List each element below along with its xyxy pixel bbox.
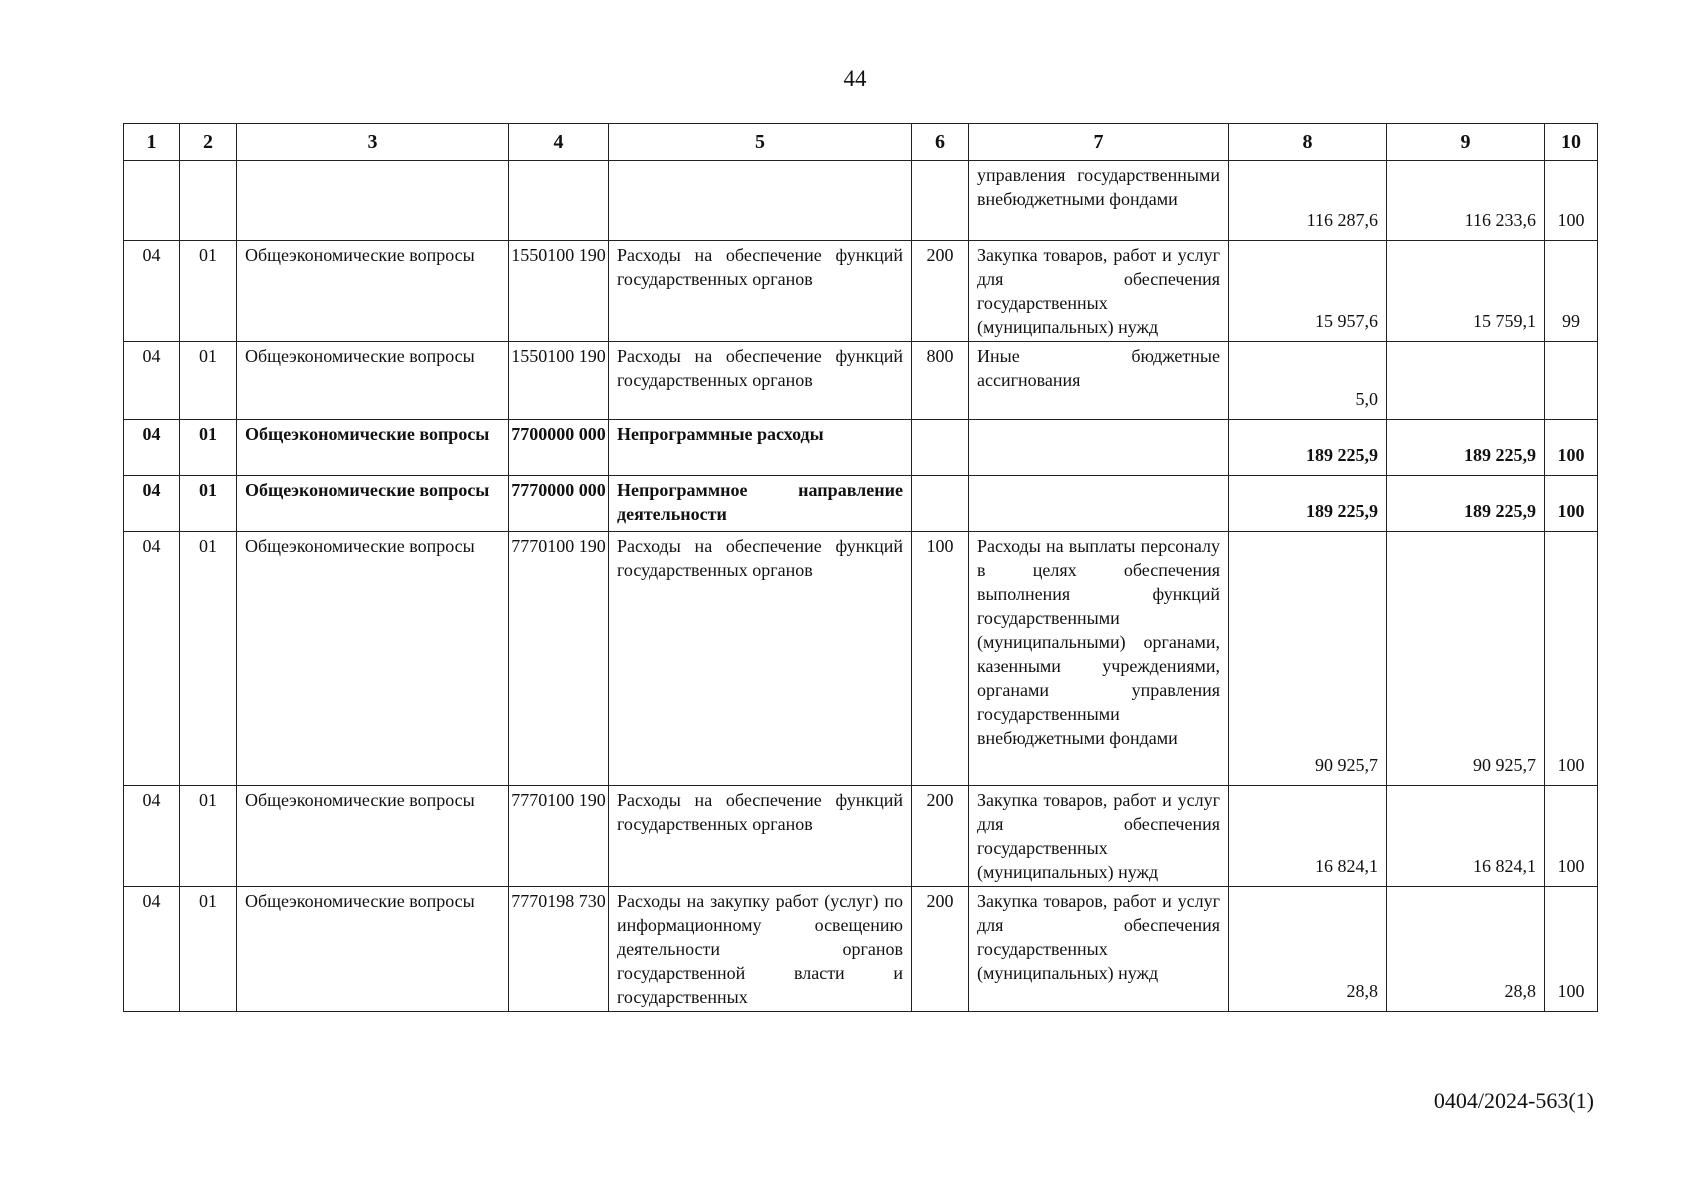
table-row [124, 476, 1598, 532]
section-name-cell [237, 161, 509, 241]
executed-amount-cell: 28,8 [1387, 887, 1545, 1012]
expense-type-code-cell: 800 [912, 342, 969, 420]
article-name-cell: Расходы на закупку работ (услуг) по информационному освещению деятельности органов государственной власти и государственных [609, 887, 912, 1012]
planned-amount-cell: 5,0 [1229, 342, 1387, 420]
expense-type-code-cell: 200 [912, 786, 969, 887]
section-code-cell: 04 [124, 887, 180, 1012]
planned-amount-cell: 189 225,9 [1229, 476, 1387, 532]
expense-type-name-cell: Закупка товаров, работ и услуг для обеспечения государственных (муниципальных) нужд [969, 887, 1229, 1012]
subsection-code-cell: 01 [180, 241, 237, 342]
expense-type-name-cell: Закупка товаров, работ и услуг для обеспечения государственных (муниципальных) нужд [969, 241, 1229, 342]
section-name-cell: Общеэкономические вопросы [237, 342, 509, 420]
table-row [124, 786, 1598, 887]
execution-percent-cell [1545, 342, 1598, 420]
target-article-code-cell [509, 161, 609, 241]
subsection-code-cell: 01 [180, 786, 237, 887]
column-header: 6 [912, 124, 969, 161]
executed-amount-cell: 15 759,1 [1387, 241, 1545, 342]
section-name-cell: Общеэкономические вопросы [237, 786, 509, 887]
planned-amount-cell: 28,8 [1229, 887, 1387, 1012]
section-code-cell: 04 [124, 241, 180, 342]
subsection-code-cell: 01 [180, 532, 237, 786]
table-header-row [124, 124, 1598, 161]
target-article-code-cell: 7770100 190 [509, 786, 609, 887]
budget-table [123, 123, 1598, 1012]
article-name-cell: Расходы на обеспечение функций государственных органов [609, 532, 912, 786]
execution-percent-cell: 100 [1545, 420, 1598, 476]
executed-amount-cell: 90 925,7 [1387, 532, 1545, 786]
planned-amount-cell: 16 824,1 [1229, 786, 1387, 887]
table-row [124, 420, 1598, 476]
section-code-cell: 04 [124, 786, 180, 887]
section-name-cell: Общеэкономические вопросы [237, 420, 509, 476]
column-header: 9 [1387, 124, 1545, 161]
table-row [124, 342, 1598, 420]
expense-type-name-cell [969, 420, 1229, 476]
section-name-cell: Общеэкономические вопросы [237, 887, 509, 1012]
planned-amount-cell: 189 225,9 [1229, 420, 1387, 476]
subsection-code-cell: 01 [180, 887, 237, 1012]
planned-amount-cell: 90 925,7 [1229, 532, 1387, 786]
executed-amount-cell: 189 225,9 [1387, 476, 1545, 532]
column-header: 1 [124, 124, 180, 161]
column-header: 4 [509, 124, 609, 161]
section-name-cell: Общеэкономические вопросы [237, 241, 509, 342]
execution-percent-cell: 99 [1545, 241, 1598, 342]
execution-percent-cell: 100 [1545, 161, 1598, 241]
target-article-code-cell: 7770000 000 [509, 476, 609, 532]
article-name-cell: Непрограммное направление деятельности [609, 476, 912, 532]
target-article-code-cell: 7770100 190 [509, 532, 609, 786]
planned-amount-cell: 116 287,6 [1229, 161, 1387, 241]
target-article-code-cell: 1550100 190 [509, 342, 609, 420]
article-name-cell: Расходы на обеспечение функций государственных органов [609, 241, 912, 342]
execution-percent-cell: 100 [1545, 532, 1598, 786]
table-row [124, 241, 1598, 342]
subsection-code-cell: 01 [180, 476, 237, 532]
executed-amount-cell: 189 225,9 [1387, 420, 1545, 476]
expense-type-name-cell [969, 476, 1229, 532]
article-name-cell: Расходы на обеспечение функций государственных органов [609, 342, 912, 420]
subsection-code-cell [180, 161, 237, 241]
table-body [124, 161, 1598, 1012]
column-header: 10 [1545, 124, 1598, 161]
planned-amount-cell: 15 957,6 [1229, 241, 1387, 342]
table-row [124, 161, 1598, 241]
target-article-code-cell: 1550100 190 [509, 241, 609, 342]
article-name-cell: Расходы на обеспечение функций государственных органов [609, 786, 912, 887]
expense-type-code-cell: 100 [912, 532, 969, 786]
expense-type-code-cell: 200 [912, 241, 969, 342]
target-article-code-cell: 7700000 000 [509, 420, 609, 476]
page-number: 44 [843, 66, 867, 91]
section-code-cell: 04 [124, 532, 180, 786]
executed-amount-cell: 116 233,6 [1387, 161, 1545, 241]
execution-percent-cell: 100 [1545, 786, 1598, 887]
expense-type-code-cell [912, 420, 969, 476]
expense-type-code-cell [912, 476, 969, 532]
table-row [124, 887, 1598, 1012]
section-name-cell: Общеэкономические вопросы [237, 476, 509, 532]
expense-type-name-cell: Закупка товаров, работ и услуг для обеспечения государственных (муниципальных) нужд [969, 786, 1229, 887]
expense-type-name-cell: Расходы на выплаты персоналу в целях обеспечения выполнения функций государственными (муниципальными) органами, казенными учреждениями, органами управления государственными внебюджетными фондами [969, 532, 1229, 786]
section-code-cell: 04 [124, 342, 180, 420]
column-header: 2 [180, 124, 237, 161]
section-code-cell [124, 161, 180, 241]
subsection-code-cell: 01 [180, 342, 237, 420]
expense-type-code-cell [912, 161, 969, 241]
target-article-code-cell: 7770198 730 [509, 887, 609, 1012]
execution-percent-cell: 100 [1545, 887, 1598, 1012]
section-code-cell: 04 [124, 420, 180, 476]
column-header: 7 [969, 124, 1229, 161]
column-header: 3 [237, 124, 509, 161]
section-name-cell: Общеэкономические вопросы [237, 532, 509, 786]
section-code-cell: 04 [124, 476, 180, 532]
expense-type-name-cell: Иные бюджетные ассигнования [969, 342, 1229, 420]
executed-amount-cell [1387, 342, 1545, 420]
expense-type-code-cell: 200 [912, 887, 969, 1012]
executed-amount-cell: 16 824,1 [1387, 786, 1545, 887]
document-code: 0404/2024-563(1) [1433, 1088, 1594, 1113]
table-row [124, 532, 1598, 786]
subsection-code-cell: 01 [180, 420, 237, 476]
column-header: 5 [609, 124, 912, 161]
execution-percent-cell: 100 [1545, 476, 1598, 532]
article-name-cell: Непрограммные расходы [609, 420, 912, 476]
article-name-cell [609, 161, 912, 241]
expense-type-name-cell: управления государственными внебюджетными фондами [969, 161, 1229, 241]
column-header: 8 [1229, 124, 1387, 161]
